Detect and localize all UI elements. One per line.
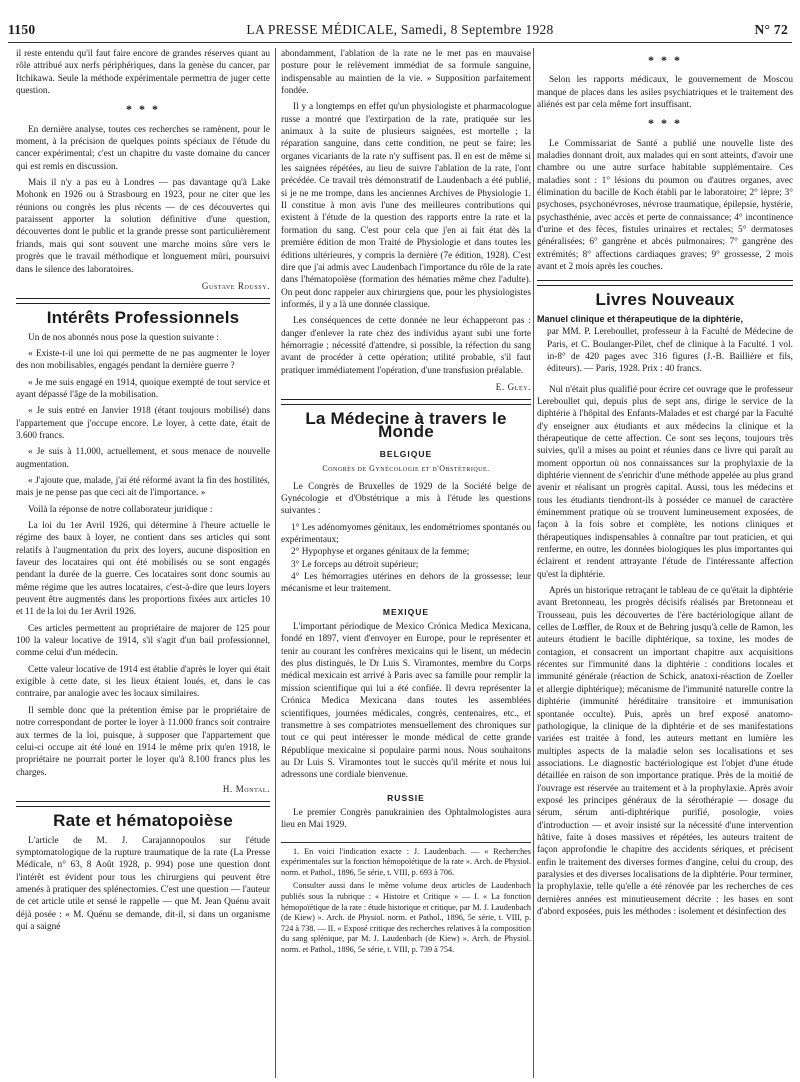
paragraph: Voilà la réponse de notre collaborateur juridique : bbox=[28, 504, 213, 515]
footnotes bbox=[281, 842, 531, 956]
paragraph: « Existe-t-il une loi qui permette de ne pas augmenter le loyer des non mobilisables, engagés pendant la dernière guerre ? bbox=[16, 348, 270, 372]
author-signature: Gustave Roussy. bbox=[201, 280, 270, 291]
country-heading-mexique: MEXIQUE bbox=[382, 606, 430, 617]
paragraph: Ces articles permettent au propriétaire de majorer de 125 pour 100 la valeur locative de 1914, s'il s'agit d'un bail professionnel, comme celui d'un médecin. bbox=[16, 623, 270, 659]
section-rule bbox=[16, 298, 270, 299]
section-title-rate: Rate et hématopoièse bbox=[53, 811, 233, 831]
section-title-interets: Intérêts Professionnels bbox=[46, 308, 240, 328]
column-3 bbox=[537, 48, 793, 1078]
paragraph: En dernière analyse, toutes ces recherches se ramènent, pour le moment, à la précision de quelques points spéciaux de l'étude du cancer expérimental; c'est un chapitre du vaste domaine du cancer qui est remis en discussion. bbox=[16, 124, 270, 172]
list-item: 4° Les hémorragies utérines en dehors de la grossesse; leur mécanisme et leur traitement. bbox=[281, 572, 531, 595]
book-title: Manuel clinique et thérapeutique de la diphtérie, bbox=[537, 313, 744, 324]
book-reference bbox=[537, 313, 793, 376]
paragraph: Selon les rapports médicaux, le gouvernement de Moscou manque de places dans les asiles psychiatriques et le traitement des aliénés est par cela même fort insuffisant. bbox=[537, 75, 793, 111]
paragraph: il reste entendu qu'il faut faire encore de grandes réserves quant au rôle attribué aux nerfs périphériques, dans la genèse du cancer, par Itchikawa. Seule la méthode expérimentale permettra de juger cette question. bbox=[16, 49, 270, 97]
paragraph: Mais il n'y a pas eu à Londres — pas davantage qu'à Lake Mohonk en 1926 ou à Strasbourg en 1923, pour ne citer que les réunions ou congrès les plus récents — de ces découvertes qui paraissent apporter la solution définitive d'une question, découvertes dont le public et la grande presse sont particulièrement friands, mais qui sont souvent une marche moins sûre vers le progrès que le travail méthodique et longuement mûri, poursuivi dans le silence des laboratoires. bbox=[16, 178, 270, 275]
paragraph: Un de nos abonnés nous pose la question suivante : bbox=[28, 332, 219, 343]
section-separator-stars: * * * bbox=[126, 102, 160, 117]
column-divider bbox=[275, 48, 276, 1078]
list-item: 3° Le forceps au détroit supérieur; bbox=[291, 559, 419, 570]
book-details: par MM. P. Lereboullet, professeur à la Faculté de Médecine de Paris, et C. Boulanger-Pilet, chef de clinique à la Faculté. 1 vol. in-8° de 420 pages avec 316 figures (J.-B. Baillière et fils, éditeurs). — Paris, 1928. Prix : 40 francs. bbox=[547, 327, 793, 375]
section-rule bbox=[281, 399, 531, 400]
paragraph: Il semble donc que la prétention émise par le propriétaire de notre correspondant de porter le loyer à 11.000 francs soit contraire aux termes de la loi, puisque, à supposer que l'appartement que celui-ci occupe ait été loué en 1914 le même prix qu'en 1918, le propriétaire ne pourrait porter le loyer qu'à 8.100 francs plus les charges. bbox=[16, 705, 270, 778]
section-rule bbox=[537, 285, 793, 286]
paragraph: L'article de M. J. Carajannopoulos sur l'étude symptomatologique de la rupture traumatique de la rate (La Presse Médicale, n° 63, 8 Août 1928, p. 994) pose une question dont l'intérêt est évident pour tous les chirurgiens qui peuvent être amenés à pratiquer des splénectomies. C'est une question — l'auteur de cet article utile et sensé le rappelle — que M. Jean Quénu avait déjà posée : « M. Quénu se demande, dit-il, si dans un organisme qui a saigné bbox=[16, 835, 270, 932]
paragraph: Les conséquences de cette donnée ne leur échapperont pas : danger d'enlever la rate chez des individus ayant subi une forte hémorragie ; nécessité d'attendre, si possible, la réfection du sang avant de procéder à cette opération; utilité probable, s'il faut pratiquer immédiatement l'opération, d'une transfusion préalable. bbox=[281, 316, 531, 376]
paragraph: abondamment, l'ablation de la rate ne le met pas en mauvaise posture pour le relèvement immédiat de sa formule sanguine, indispensable au maintien de la vie. » Supposition parfaitement fondée. bbox=[281, 49, 531, 97]
congress-subheading: Congrès de Gynécologie et d'Obstétrique. bbox=[322, 464, 490, 474]
page-header bbox=[8, 14, 792, 43]
paragraph: L'important périodique de Mexico Crónica Medica Mexicana, fondé en 1897, vient d'envoyer en Europe, pour le représenter et tenir au courant les confrères mexicains qui le lisent, un médecin des plus distingués, le Dr Luis S. Viramontes, membre du Corps médical mexicain est arrivé à Paris avec sa famille pour remplir la mission scientifique qui lui a été confiée. Il devra représenter la Crónica Medica Mexicana dans toutes les assemblées scientifiques, journées médicales, congrès, centenaires, etc., et transmettre à ses compatriotes mensuellement des chroniques sur tout ce qui peut intéresser le monde médical de cette grande République mexicaine si populaire parmi nous. Nous souhaitons au Dr Luis S. Viramontes tout le succès qu'il mérite et nous lui adressons une cordiale bienvenue. bbox=[281, 622, 531, 781]
footnote: 1. En voici l'indication exacte : J. Laudenbach. — « Recherches expérimentales sur la fonction hémopoïétique de la rate ». Arch. de Physiol. norm. et Pathol., 1896, 5e série, t. VIII, p. 693 à 706. bbox=[281, 846, 531, 877]
paragraph: Cette valeur locative de 1914 est établie d'après le loyer qui était exigible à cette date, si les lieux étaient loués, et, dans le cas contraire, par analogie avec les locaux similaires. bbox=[16, 664, 270, 700]
section-separator-stars: * * * bbox=[648, 116, 682, 131]
author-signature: H. Montal. bbox=[222, 783, 270, 794]
column-divider bbox=[533, 48, 534, 1078]
publication-title: LA PRESSE MÉDICALE, Samedi, 8 Septembre 1928 bbox=[246, 22, 554, 37]
section-rule bbox=[281, 404, 531, 405]
country-heading-russie: RUSSIE bbox=[387, 792, 425, 803]
list-item: 1° Les adénomyomes génitaux, les endométriomes spontanés ou expérimentaux; bbox=[281, 522, 531, 546]
paragraph: « Je suis à 11.000, actuellement, et sous menace de nouvelle augmentation. bbox=[16, 447, 270, 470]
paragraph: Le premier Congrès panukrainien des Ophtalmologistes aura lieu en Mai 1929. bbox=[281, 807, 531, 831]
page-number: 1150 bbox=[8, 22, 36, 37]
column-2 bbox=[281, 48, 531, 1078]
author-signature: E. Gley. bbox=[495, 381, 531, 392]
paragraph: Nul n'était plus qualifié pour écrire cet ouvrage que le professeur Lereboullet qui, depuis plus de sept ans, dirige le service de la diphtérie à l'hôpital des Enfants-Malades et est chargé par la Faculté d'y enseigner aux étudiants et aux médecins la clinique et la thérapeutique de cette affection. Ce sont ses leçons, toujours très suivies, qu'il a mises au point et réunies dans ce livre qui paraît au moment opportun où nos connaissances sur la prophylaxie de la diphtérie viennent de s'enrichir d'une méthode appelée au plus grand avenir et réalisant un progrès capital. Aussi, tous les médecins et tous les étudiants tiendront-ils à posséder ce manuel de caractère éminemment pratique où se trouvent lumineusement exposées, de façon à la fois sobre et complète, les notions cliniques et thérapeutiques indispensables à connaître par tout praticien, et qui renferme, en outre, les données biologiques les plus importantes qui éclairent et rendent attrayante l'étude de l'intéressante affection qu'est la diphtérie. bbox=[537, 384, 793, 580]
section-title-medecine-monde: La Médecine à travers le Monde bbox=[305, 409, 507, 441]
list-item: 2° Hypophyse et organes génitaux de la femme; bbox=[291, 547, 470, 558]
column-1 bbox=[16, 48, 270, 1078]
section-title-livres: Livres Nouveaux bbox=[595, 289, 735, 309]
paragraph: Il y a longtemps en effet qu'un physiologiste et pharmacologue russe a montré que l'extirpation de la rate, pratiquée sur les animaux à la suite de plusieurs saignées, est mortelle ; la réparation sanguine, dans cette condition, ne peut se faire; les organes vicariants de la rate n'y suffisent pas. Il en est de même si les saignées répétées, au lieu de suivre l'ablation de la rate, l'ont précédée. Ce travail très démonstratif de Laudenbach a été publié, si je ne me trompe, dans les anciennes Archives de Physiologie 1. Il constitue à mon avis l'une des meilleures contributions qui existent à l'étude de la question des rapports entre la rate et la formation du sang. C'est pour cela que j'en ai fait état dès la première édition de mon Traité de Physiologie et dans toutes les éditions ultérieures, y compris la dernière (7e édition, 1928). C'est dire que j'ai admis avec Laudenbach l'importance du rôle de la rate dans l'hématopoïèse (formation des hématies même chez l'adulte). On peut donc rappeler aux chirurgiens que, pour les physiologistes informés, il y a là une donnée classique. bbox=[281, 102, 531, 310]
paragraph: « Je suis entré en Janvier 1918 (étant toujours mobilisé) dans l'appartement que j'occupe encore. Le loyer, à cette date, était de 3.600 francs. bbox=[16, 406, 270, 441]
question-list bbox=[281, 522, 531, 596]
footnote: Consulter aussi dans le même volume deux articles de Laudenbach publiés sous la rubrique : « Histoire et Critique » — I. « La fonction hémopoïétique de la rate : étude historique et critique, par M. J. Laudenbach (de Kiew) ». Arch. de Physiol. norm. et Pathol., 1896, 5e série, t. VIII, p. 724 à 738. — II. « Exposé critique des recherches relatives à la composition du sang splénique, par M. J. Laudenbach (de Kiew) ». Arch. de Physiol. norm. et Pathol., 1896, 5e série, t. VIII, p. 739 à 754. bbox=[281, 881, 531, 954]
paragraph: « J'ajoute que, malade, j'ai été réformé avant la fin des hostilités, mais je ne pense pas que ceci ait de l'importance. » bbox=[16, 475, 270, 499]
country-heading-belgique: BELGIQUE bbox=[379, 448, 433, 459]
paragraph: La loi du 1er Avril 1926, qui détermine à l'heure actuelle le régime des baux à loyer, ne contient dans ses articles qui sont relatifs à l'augmentation du prix des loyers, aucune disposition en faveur des locataires qui ont été mobilisés ou se sont engagés pendant la durée de la guerre. Ces locataires sont donc soumis au même régime que les autres locataires, c'est-à-dire que leurs loyers peuvent être augmentés dans les proportions fixées aux articles 10 et 11 de la loi du 1er Avril 1926. bbox=[16, 521, 270, 618]
section-rule bbox=[16, 806, 270, 807]
paragraph: Le Congrès de Bruxelles de 1929 de la Société belge de Gynécologie et d'Obstétrique a mis à l'étude les questions suivantes : bbox=[281, 481, 531, 517]
paragraph: Après un historique retraçant le tableau de ce qu'était la diphtérie avant Bretonneau, les progrès décisifs réalisés par Bretonneau et Trousseau, puis les découvertes de l'ère bactériologique allant de celles de Lœffler, de Roux et de Behring jusqu'à celle de Ramon, les auteurs étudient le bacille diphtérique, sa toxine, les modes de contagion, et consacrent un important chapitre aux acquisitions récentes sur l'immunité dans la diphtérie : conditions locales et immunité générale (réaction de Schick, anatoxi-réaction de Zoeller et allergie diphtérique); mécanisme de l'immunité naturelle contre la diphtérie (immunité héréditaire transitoire et immunisation spontanée occulte). Puis, après un bref exposé anatomo-pathologique, la clinique de la diphtérie et de ses manifestations variées est traitée à fond, les auteurs mettant en lumière les multiples aspects de la maladie selon ses localisations et ses associations. Le diagnostic bactériologique est l'objet d'une étude détaillée en raison de son importance pratique. Près de la moitié de l'ouvrage est réservée au traitement et à la prophylaxie. Après avoir exposé les principes généraux de la sérothérapie — dosage du sérum, sérum anti-diphtérique purifié, posologie, voies d'introduction — et avoir insisté sur la nécessité d'une intervention hâtive, faite à doses massives et répétées, les auteurs traitent de façon approfondie le chapitre des accidents sériques, et précisent enfin le traitement des diverses formes d'angine, celui du croup, des paralysies et des diverses localisations de la diphtérie. Pour terminer, la prophylaxie, telle qu'elle a été rénovée par les recherches de ces dernières années est minutieusement décrite : les bases en sont d'abord exposées, puis les méthodes : isolement et désinfection des bbox=[537, 586, 793, 917]
section-separator-stars: * * * bbox=[648, 53, 682, 67]
section-rule bbox=[16, 801, 270, 802]
paragraph: Le Commissariat de Santé a publié une nouvelle liste des maladies donnant droit, aux malades qui en sont atteints, d'avoir une chambre ou une autre surface habitable supplémentaire. Ces maladies sont : 1° lésions du poumon ou d'autres organes, avec élimination du bacille de Koch établi par le laboratoire; 2° lèpre; 3° psychoses, psychonévroses, névrose traumatique, épilepsie, hystérie, psychasthénie, avec accès et perte de connaissance; 4° incontinence d'urine et des fèces, fistules urinaires et rectales; 5° dermatoses généralisées; 6° gangrène et abcès pulmonaires; 7° gangrène des extrémités; 8° affections cardiaques graves; 9° grossesse, 2 mois avant et 2 mois après les couches. bbox=[537, 138, 793, 273]
section-rule bbox=[16, 303, 270, 304]
issue-number: N° 72 bbox=[754, 22, 788, 37]
paragraph: « Je me suis engagé en 1914, quoique exempté de tout service et ayant dépassé l'âge de la mobilisation. bbox=[16, 377, 270, 400]
section-rule bbox=[537, 280, 793, 281]
